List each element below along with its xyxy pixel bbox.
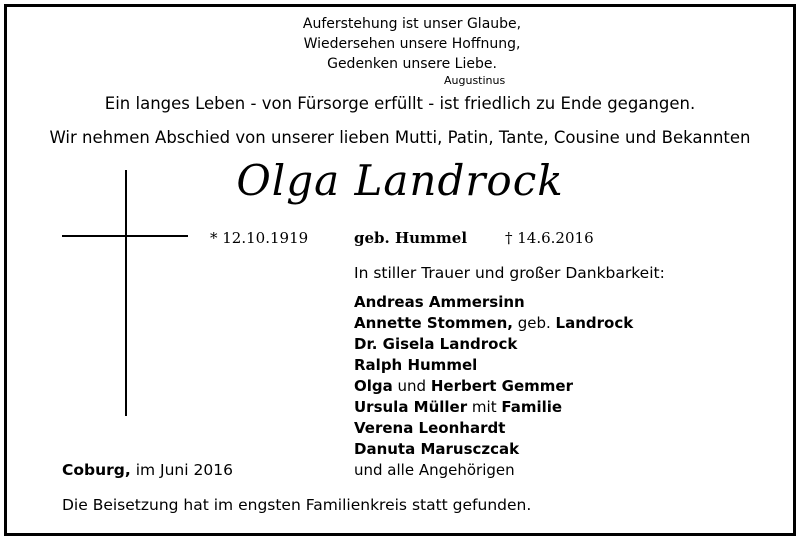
mourner-name-part: Danuta Marusczcak	[354, 440, 520, 458]
mourner-name-part: Familie	[501, 398, 563, 416]
mourner-name-part: mit	[467, 398, 502, 416]
mourner-name-part: Ralph Hummel	[354, 356, 478, 374]
birth-date: * 12.10.1919	[210, 229, 309, 247]
mourner-entry	[354, 355, 633, 376]
mourner-name-part: Landrock	[555, 314, 634, 332]
mourning-line: In stiller Trauer und großer Dankbarkeit:	[354, 264, 665, 282]
cross-symbol-bar	[62, 235, 188, 237]
poem-line: Auferstehung ist unser Glaube,	[302, 16, 522, 32]
place-date	[62, 461, 233, 479]
place-city: Coburg,	[62, 461, 131, 479]
place-month: im Juni 2016	[130, 461, 233, 479]
mourner-entry	[354, 334, 633, 355]
poem-author: Augustinus	[444, 74, 506, 87]
mourners-list	[354, 292, 633, 481]
poem-line: Gedenken unsere Liebe.	[327, 56, 497, 72]
mourner-name-part: Verena Leonhardt	[354, 419, 506, 437]
mourner-entry	[354, 313, 633, 334]
mourner-entry	[354, 292, 633, 313]
mourner-name-part: Olga	[354, 377, 393, 395]
mourner-entry	[354, 460, 633, 481]
cross-symbol	[125, 170, 127, 416]
mourner-name-part: Dr. Gisela Landrock	[354, 335, 518, 353]
mourner-name-part: geb.	[512, 314, 556, 332]
mourner-name-part: und alle Angehörigen	[354, 461, 515, 479]
mourner-entry	[354, 397, 633, 418]
mourner-name-part: Andreas Ammersinn	[354, 293, 525, 311]
mourner-entry	[354, 439, 633, 460]
death-date: † 14.6.2016	[505, 229, 594, 247]
mourner-name-part: Ursula Müller	[354, 398, 468, 416]
poem-line: Wiedersehen unsere Hoffnung,	[303, 36, 521, 52]
mourner-name-part: Herbert Gemmer	[430, 377, 573, 395]
mourner-entry	[354, 418, 633, 439]
farewell-text: Wir nehmen Abschied von unserer lieben Mutti, Patin, Tante, Cousine und Bekannten	[49, 128, 751, 147]
deceased-name: Olga Landrock	[236, 156, 564, 205]
intro-text: Ein langes Leben - von Fürsorge erfüllt - ist friedlich zu Ende gegangen.	[104, 94, 696, 113]
poem	[292, 14, 532, 74]
mourner-name-part: und	[392, 377, 431, 395]
mourner-name-part: Annette Stommen,	[354, 314, 513, 332]
mourner-entry	[354, 376, 633, 397]
maiden-name: geb. Hummel	[354, 229, 468, 247]
funeral-note: Die Beisetzung hat im engsten Familienkreis statt gefunden.	[62, 496, 532, 514]
